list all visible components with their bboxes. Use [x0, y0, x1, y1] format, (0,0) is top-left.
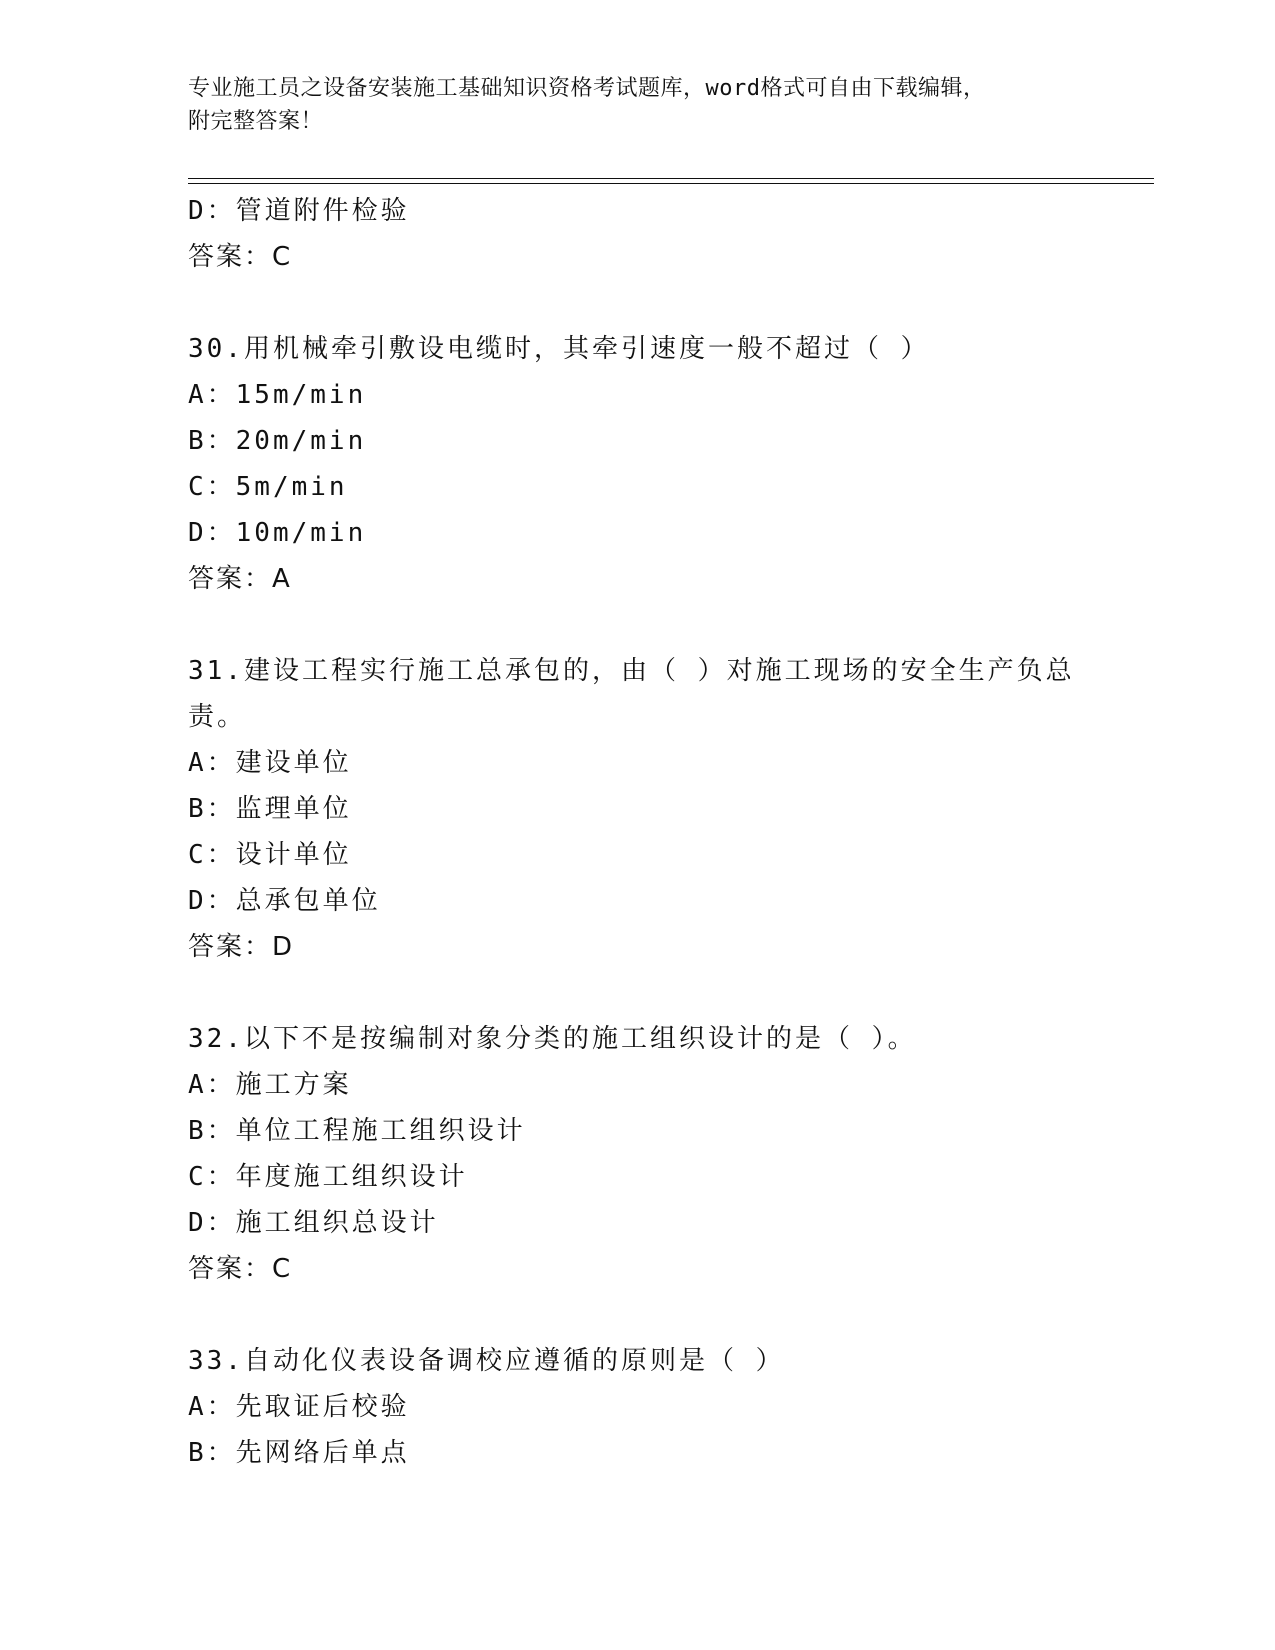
answer: 答案：A [188, 564, 292, 594]
question-stem: 33.自动化仪表设备调校应遵循的原则是（ ） [188, 1346, 785, 1376]
question-32 [188, 1016, 1088, 1292]
answer: 答案：D [188, 932, 295, 962]
option-b: B：单位工程施工组织设计 [188, 1116, 526, 1146]
option-d: D：总承包单位 [188, 886, 381, 916]
header-line-1: 专业施工员之设备安装施工基础知识资格考试题库，word格式可自由下载编辑， [188, 76, 986, 101]
option-d: D：管道附件检验 [188, 196, 410, 226]
option-a: A：建设单位 [188, 748, 352, 778]
option-a: A：15m/min [188, 380, 367, 410]
question-stem-line-2: 责。 [188, 702, 247, 732]
answer: 答案：C [188, 242, 293, 272]
option-a: A：先取证后校验 [188, 1392, 410, 1422]
question-30 [188, 326, 1088, 602]
answer: 答案：C [188, 1254, 293, 1284]
option-d: D：10m/min [188, 518, 367, 548]
question-33 [188, 1338, 1088, 1476]
option-d: D：施工组织总设计 [188, 1208, 439, 1238]
question-stem: 30.用机械牵引敷设电缆时，其牵引速度一般不超过（ ） [188, 334, 930, 364]
option-b: B：20m/min [188, 426, 367, 456]
header-line-2: 附完整答案！ [188, 109, 324, 134]
option-c: C：年度施工组织设计 [188, 1162, 468, 1192]
header-rule-top [188, 178, 1154, 179]
question-29-tail [188, 188, 1088, 280]
question-31 [188, 648, 1088, 970]
option-b: B：先网络后单点 [188, 1438, 410, 1468]
header-rule-bottom [188, 183, 1154, 184]
option-b: B：监理单位 [188, 794, 352, 824]
question-stem-line-1: 31.建设工程实行施工总承包的，由（ ）对施工现场的安全生产负总 [188, 656, 1075, 686]
question-stem: 32.以下不是按编制对象分类的施工组织设计的是（ ）。 [188, 1024, 917, 1054]
document-header [188, 72, 1088, 138]
option-c: C：设计单位 [188, 840, 352, 870]
option-a: A：施工方案 [188, 1070, 352, 1100]
option-c: C：5m/min [188, 472, 348, 502]
question-list [188, 188, 1088, 1476]
